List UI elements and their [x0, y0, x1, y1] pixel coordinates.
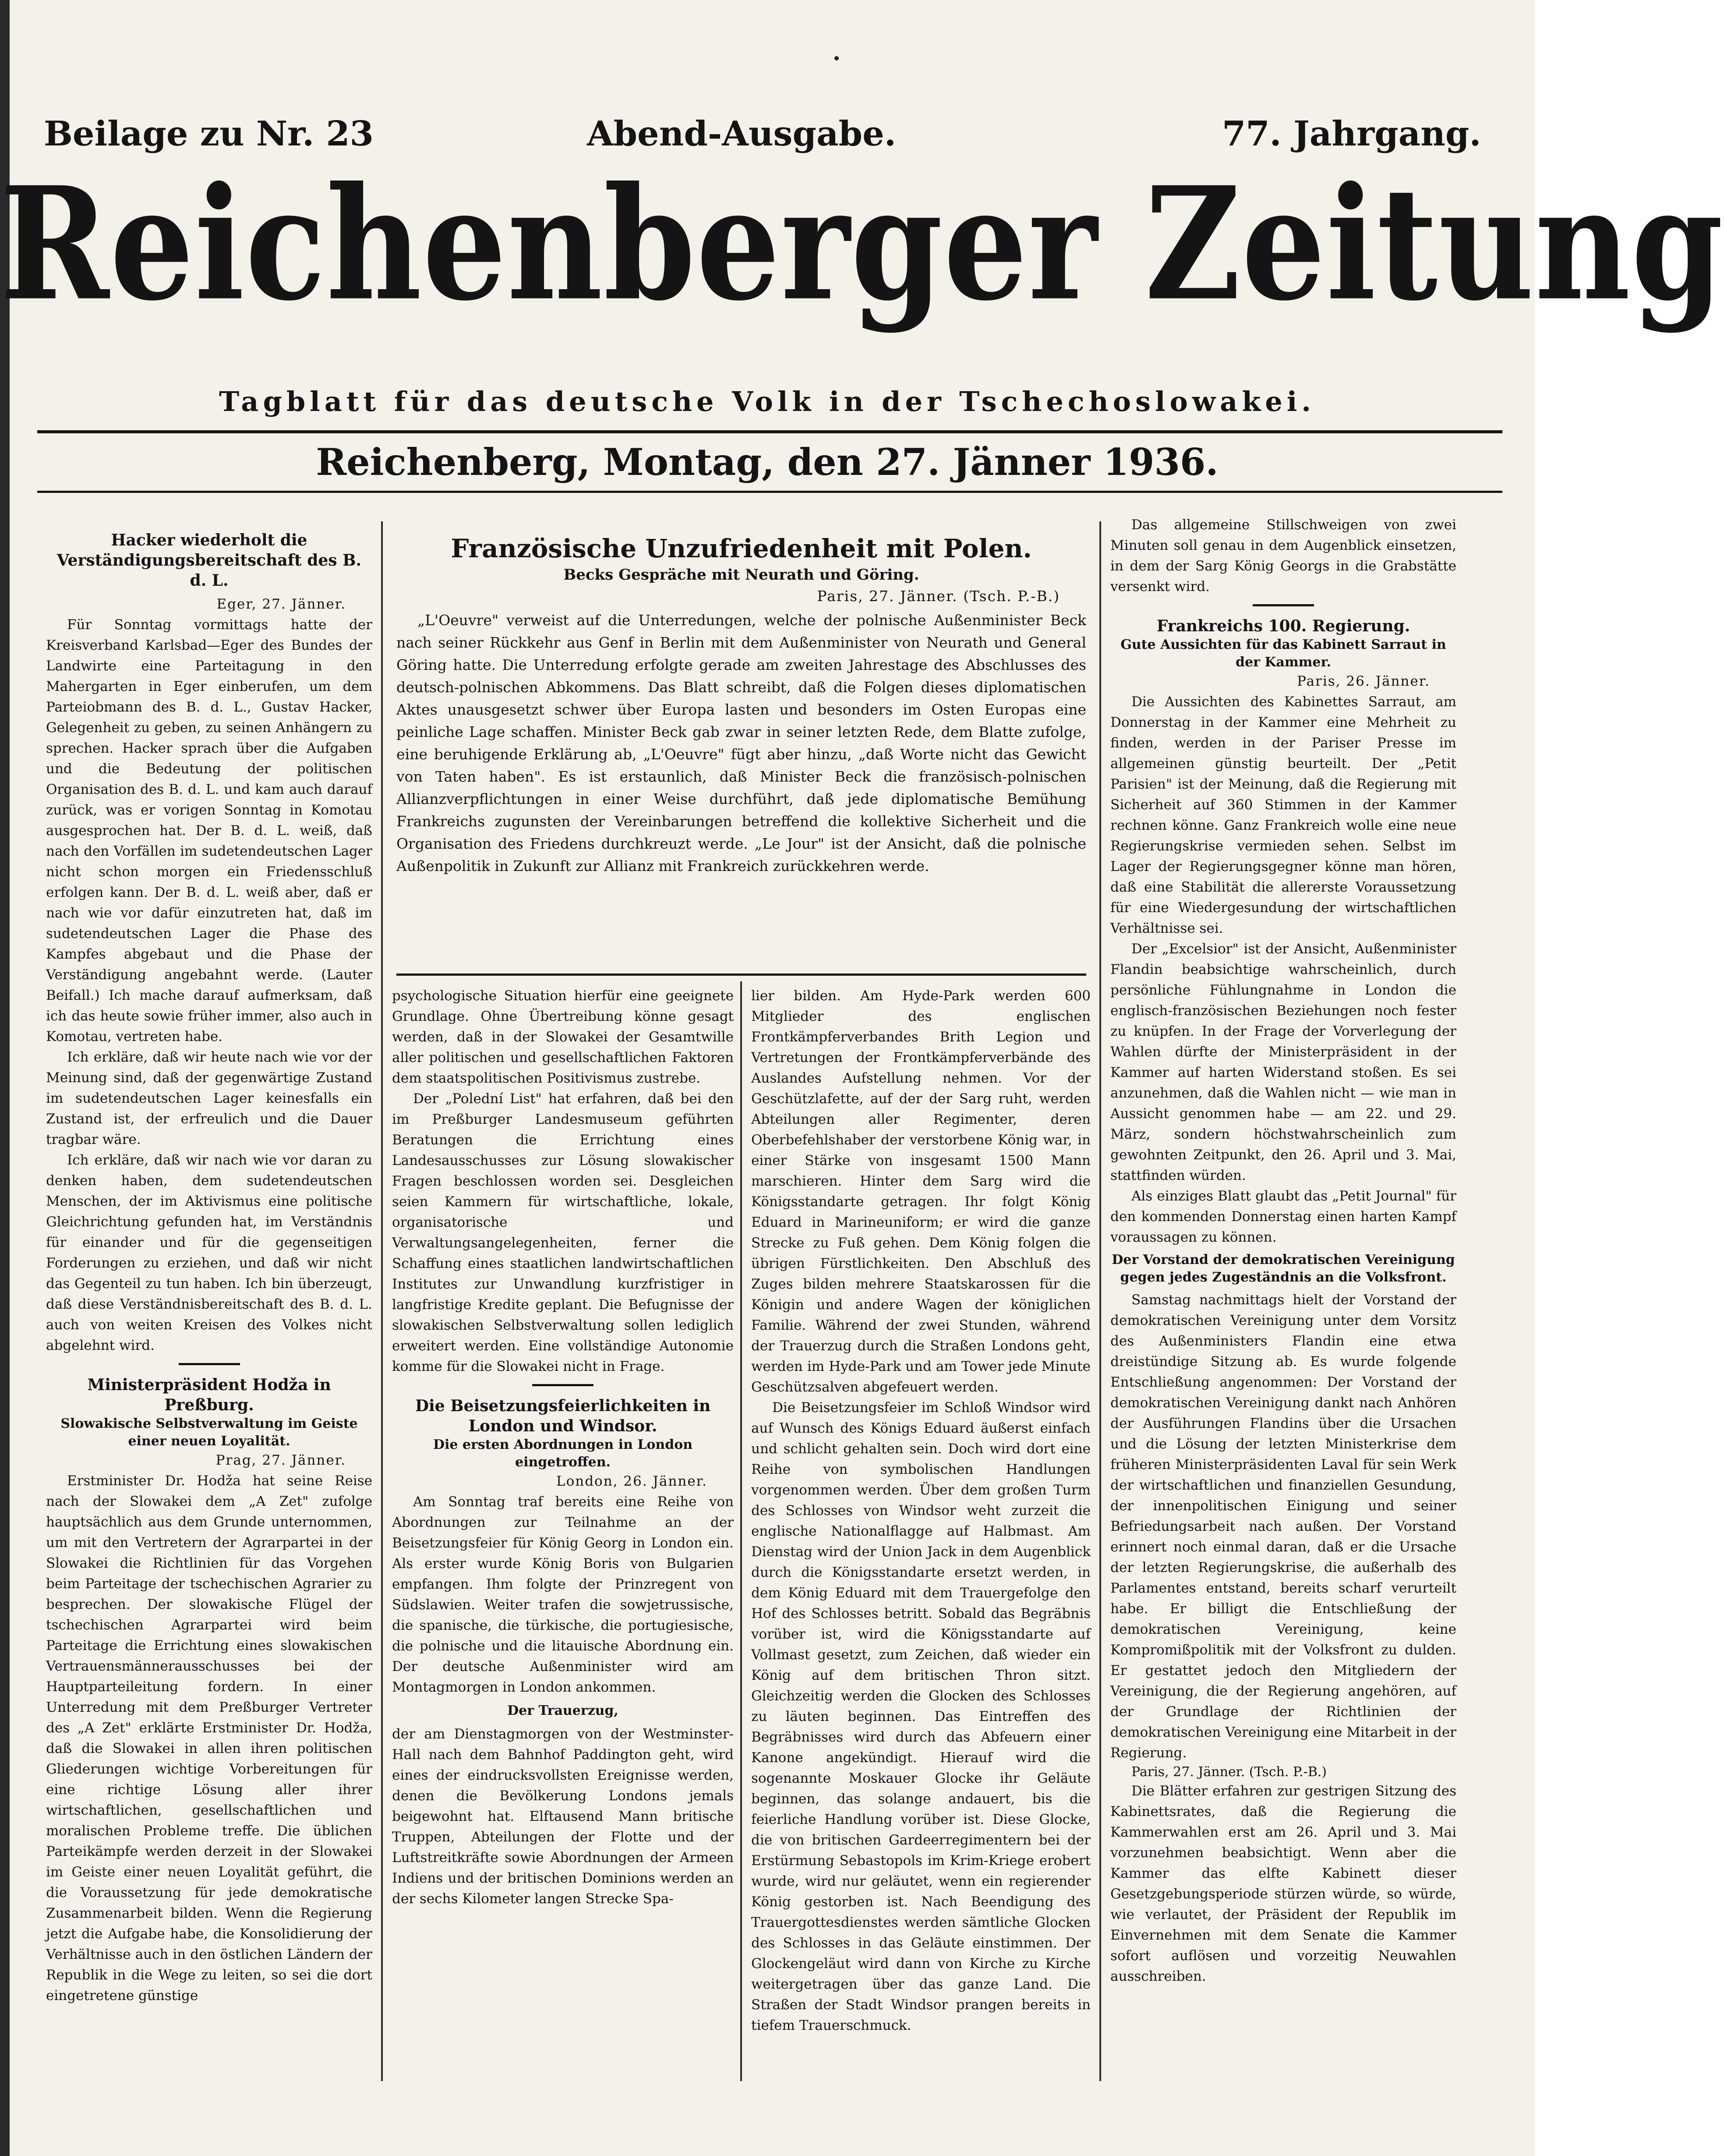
article-paragraph: Samstag nachmittags hielt der Vorstand der demokratischen Vereinigung unter dem Vorsitz des Außenministers Flandin eine etwa dreistündige Sitzung ab. Es wurde folgende Entschließung angenommen: Der Vorstand der demokratischen Vereinigung dankt nach Anhören der Ausführungen Flandins über die Ursachen und die Lösung der letzten Ministerkrise dem früheren Ministerpräsidenten Laval für sein Werk der wirtschaftlichen und finanziellen Gesundung, der innenpolitischen Einigung und seiner Befriedungsarbeit nach außen. Der Vorstand erinnert noch einmal daran, daß er die Ursache der letzten Regierungskrise, die außerhalb des Parlamentes entstand, bereits scharf verurteilt habe. Er billigt die Entschließung der demokratischen Vereinigung, keine Kompromißpolitik mit der Volksfront zu dulden. Er gestattet jedoch den Mitgliedern der Vereinigung, die der Regierung angehören, auf der Grundlage der Richtlinien der demokratischen Vereinigung eine Mitarbeit in der Regierung.	[1110, 1292, 1456, 1761]
lead-place: Paris, 27. Jänner. (Tsch. P.-B.)	[817, 588, 1060, 605]
separator	[532, 1384, 594, 1386]
column-divider	[1099, 521, 1101, 2081]
volume-label: 77. Jahrgang.	[1222, 114, 1481, 154]
article-paragraph: der am Dienstagmorgen von der Westminster-Hall nach dem Bahnhof Paddington geht, wird eines der eindrucksvollsten Ereignisse werden, denen die Bevölkerung Londons jemals beigewohnt hat. Elftausend Mann britische Truppen, Abteilungen der Flotte und der Luftstreitkräfte sowie Abordnungen der Armeen Indiens und der britischen Dominions werden an der sechs Kilometer langen Strecke Spa-	[392, 1726, 734, 1907]
column-3	[751, 986, 1091, 2081]
article-place: Paris, 27. Jänner. (Tsch. P.-B.)	[1131, 1764, 1327, 1780]
header-rule-top	[37, 430, 1502, 433]
lead-article-rule	[396, 974, 1086, 976]
article-subheadline: Slowakische Selbstverwaltung im Geiste einer neuen Loyalität.	[60, 1416, 358, 1449]
article-paragraph: Der „Excelsior" ist der Ansicht, Außenminister Flandin beabsichtige wahrscheinlich, durch persönliche Fühlungnahme in London die englisch-französischen Beziehungen noch fester zu knüpfen. In der Frage der Vorverlegung der Wahlen dürfte der Ministerpräsident in der Kammer auf harten Widerstand stoßen. Es sei anzunehmen, daß die Wahlen nicht — wie man in Aussicht genommen habe — am 22. und 29. März, sondern höchstwahrscheinlich zum gewohnten Zeitpunkt, den 26. April und 3. Mai, stattfinden würden.	[1110, 941, 1456, 1183]
article-paragraph: Erstminister Dr. Hodža hat seine Reise nach der Slowakei dem „A Zet" zufolge hauptsächlich aus dem Grunde unternommen, um mit den Vertretern der Agrarpartei in der Slowakei die Richtlinien für das Vorgehen beim Parteitage der tschechischen Agrarier zu besprechen. Der slowakische Flügel der tschechischen Agrarpartei wird beim Parteitage die Errichtung eines slowakischen Vertrauensmännerausschusses bei der Hauptparteileitung fordern. In einer Unterredung mit dem Preßburger Vertreter des „A Zet" erklärte Erstminister Dr. Hodža, daß die Slowakei in allen ihren politischen Gliederungen wichtige Vorbereitungen für eine richtige Lösung aller ihrer wirtschaftlichen, gesellschaftlichen und moralischen Probleme treffe. Die üblichen Parteikämpfe werden derzeit in der Slowakei im Geiste einer neuen Loyalität geführt, die die Voraussetzung für jede demokratische Zusammenarbeit bilden. Wenn die Regierung jetzt die Aufgabe habe, die Konsolidierung der Verhältnisse auch in den östlichen Ländern der Republik in die Wege zu leiten, so sei die dort eingetretene günstige	[46, 1473, 372, 2004]
article-paragraph: Als einziges Blatt glaubt das „Petit Journal" für den kommenden Donnerstag einen harten Kampf voraussagen zu können.	[1110, 1188, 1456, 1245]
article-paragraph: Der „Polední List" hat erfahren, daß bei den im Preßburger Landesmuseum geführten Beratungen die Errichtung eines Landesausschusses zur Lösung slowakischer Fragen beschlossen worden sei. Desgleichen seien Kammern für wirtschaftliche, lokale, organisatorische und Verwaltungsangelegenheiten, ferner die Schaffung eines staatlichen landwirtschaftlichen Institutes zur Unwandlung kurzfristiger in langfristige Kredite geplant. Die Befugnisse der slowakischen Selbstverwaltung sollen lediglich erweitert werden. Eine vollständige Autonomie komme für die Slowakei nicht in Frage.	[392, 1091, 734, 1374]
column-1	[46, 530, 372, 2081]
separator	[1253, 604, 1314, 606]
article-subheadline: Die ersten Abordnungen in London eingetroffen.	[433, 1437, 693, 1470]
column-2	[392, 986, 734, 2081]
separator	[179, 1363, 240, 1365]
lead-paragraph: „L'Oeuvre" verweist auf die Unterredungen, welche der polnische Außenminister Beck nach seiner Rückkehr aus Genf in Berlin mit dem Außenminister von Neurath und General Göring hatte. Die Unterredung erfolgte gerade am zweiten Jahrestage des Abschlusses des deutsch-polnischen Abkommens. Das Blatt schreibt, daß die Folgen dieses diplomatischen Aktes unausgesetzt schwer über Europa lasten und besonders im Osten Europas eine peinliche Lage schaffen. Minister Beck gab zwar in seiner letzten Rede, dem Blatte zufolge, eine beruhigende Erklärung ab, „L'Oeuvre" fügt aber hinzu, „daß Worte nicht das Gewicht von Taten haben". Es ist erstaunlich, daß Minister Beck die französisch-polnischen Allianzverpflichtungen in einer Weise durchführt, daß jede diplomatische Bemühung Frankreichs zugunsten der Vereinbarungen betreffend die kollektive Sicherheit und die Organisation des Friedens durchkreuzt werde. „Le Jour" ist der Ansicht, daß die polnische Außenpolitik in Zukunft zur Allianz mit Frankreich zurückkehren werde.	[396, 612, 1086, 874]
article-place: Paris, 26. Jänner.	[1297, 673, 1430, 689]
article-headline: Hacker wiederholt die Verständigungsbereitschaft des B. d. L.	[57, 531, 362, 590]
article-paragraph: Die Beisetzungsfeier im Schloß Windsor wird auf Wunsch des Königs Eduard äußerst einfach und schlicht gehalten sein. Doch wird dort eine Reihe von symbolischen Handlungen vorgenommen werden. Über dem großen Turm des Schlosses von Windsor weht zurzeit die englische Nationalflagge auf Halbmast. Am Dienstag wird der Union Jack in dem Augenblick durch die Königsstandarte ersetzt werden, in dem König Eduard mit dem Trauergefolge den Hof des Schlosses betritt. Sobald das Begräbnis vorüber ist, wird die Königsstandarte auf Vollmast gesetzt, zum Zeichen, daß wieder ein König auf dem britischen Thron sitzt. Gleichzeitig werden die Glocken des Schlosses zu läuten beginnen. Das Eintreffen des Begräbnisses wird durch das Abfeuern einer Kanone angekündigt. Hierauf wird die sogenannte Moskauer Glocke ihr Geläute beginnen, das solange andauert, bis die feierliche Handlung vorüber ist. Diese Glocke, die von britischen Gardeerregimentern bei der Erstürmung Sebastopols im Krim-Kriege erobert wurde, wird nur geläutet, wenn ein regierender König gestorben ist. Nach Beendigung des Trauergottesdienstes werden sämtliche Glocken des Schlosses in das Geläute einstimmen. Der Glockengeläut wird dann von Kirche zu Kirche weitergetragen über das ganze Land. Die Straßen der Stadt Windsor prangen bereits in tiefem Trauerschmuck.	[751, 1400, 1091, 2033]
lead-headline: Französische Unzufriedenheit mit Polen.	[451, 534, 1032, 563]
article-subheadline: Gute Aussichten für das Kabinett Sarraut in der Kammer.	[1120, 637, 1446, 670]
article-headline: Der Vorstand der demokratischen Vereinigung gegen jedes Zugeständnis an die Volksfront.	[1112, 1252, 1455, 1285]
article-place: London, 26. Jänner.	[556, 1473, 707, 1489]
article-headline: Frankreichs 100. Regierung.	[1156, 617, 1410, 635]
article-place: Eger, 27. Jänner.	[216, 596, 346, 612]
lead-subheadline: Becks Gespräche mit Neurath und Göring.	[563, 566, 919, 584]
header-rule-bottom	[37, 491, 1502, 493]
article-place: Prag, 27. Jänner.	[216, 1452, 346, 1468]
section-heading: Der Trauerzug,	[507, 1703, 618, 1718]
article-paragraph: Ich erkläre, daß wir heute nach wie vor der Meinung sind, daß der gegenwärtige Zustand im sudetendeutschen Lager keinesfalls ein Zustand ist, der erfreulich und die Dauer tragbar wäre.	[46, 1049, 372, 1147]
dateline: Reichenberg, Montag, den 27. Jänner 1936.	[316, 440, 1219, 484]
column-divider	[740, 981, 742, 2081]
article-paragraph: lier bilden. Am Hyde-Park werden 600 Mitglieder des englischen Frontkämpferverbandes Brith Legion und Vertretungen der Frontkämpferverbände des Auslandes Aufstellung nehmen. Vor der Geschützlafette, auf der der Sarg ruht, werden Abteilungen aller Regimenter, deren Oberbefehlshaber der verstorbene König war, in einer Stärke von insgesamt 1500 Mann marschieren. Hinter dem Sarg wird die Königsstandarte getragen. Ihr folgt König Eduard in Marineuniform; er wird die ganze Strecke zu Fuß gehen. Dem König folgen die übrigen Fürstlichkeiten. Den Abschluß des Zuges bilden mehrere Staatskarossen für die Königin und andere Wagen der königlichen Familie. Während der zwei Stunden, während der Trauerzug durch die Straßen Londons geht, werden im Hyde-Park und am Tower jede Minute Geschützsalven abgefeuert werden.	[751, 988, 1091, 1395]
article-paragraph: Für Sonntag vormittags hatte der Kreisverband Karlsbad—Eger des Bundes der Landwirte eine Parteitagung in den Mahergarten in Eger einberufen, um dem Parteiobmann des B. d. L., Gustav Hacker, Gelegenheit zu geben, zu seinen Anhängern zu sprechen. Hacker sprach über die Aufgaben und die Bedeutung der politischen Organisation des B. d. L. und kam auch darauf zurück, was er vorigen Sonntag in Komotau ausgesprochen hat. Der B. d. L. weiß, daß nach den Vorfällen im sudetendeutschen Lager nicht schon morgen ein Friedensschluß erfolgen kann. Der B. d. L. weiß aber, daß er nach wie vor dafür einzutreten hat, daß im sudetendeutschen Lager die Phase des Kampfes abgebaut und die Phase der Verständigung angebahnt werde. (Lauter Beifall.) Ich mache darauf aufmerksam, daß ich das heute sowie früher immer, also auch in Komotau, vertreten habe.	[46, 617, 372, 1044]
lead-article	[396, 532, 1086, 970]
article-paragraph: Das allgemeine Stillschweigen von zwei Minuten soll genau in dem Augenblick einsetzen, in dem der Sarg König Georgs in die Grabstätte versenkt wird.	[1110, 517, 1456, 595]
article-paragraph: Die Aussichten des Kabinettes Sarraut, am Donnerstag in der Kammer eine Mehrheit zu finden, werden in der Pariser Presse im allgemeinen günstig beurteilt. Der „Petit Parisien" ist der Meinung, daß die Regierung mit Sicherheit auf 360 Stimmen in der Kammer rechnen könne. Ganz Frankreich wolle eine neue Regierungskrise vermieden sehen. Selbst im Lager der Regierungsgegner könne man hören, daß eine Stabilität die allererste Voraussetzung für eine Wiedergesundung der wirtschaftlichen Verhältnisse sei.	[1110, 694, 1456, 936]
column-4	[1110, 515, 1456, 2081]
newspaper-title: Reichenberger Zeitung	[0, 152, 1724, 335]
supplement-label: Beilage zu Nr. 23	[44, 114, 374, 154]
article-paragraph: Ich erkläre, daß wir nach wie vor daran zu denken haben, dem sudetendeutschen Menschen, der im Aktivismus eine politische Gleichrichtung gefunden hat, im Verständnis für einander und für die gegenseitigen Forderungen zu erziehen, und daß wir nicht das Gegenteil zu tun haben. Ich bin überzeugt, daß diese Verständnisbereitschaft des B. d. L. auch von weiten Kreisen des Volkes nicht abgelehnt wird.	[46, 1152, 372, 1353]
article-paragraph: Am Sonntag traf bereits eine Reihe von Abordnungen zur Teilnahme an der Beisetzungsfeier für König Georg in London ein. Als erster wurde König Boris von Bulgarien empfangen. Ihm folgte der Prinzregent von Südslawien. Weiter trafen die sowjetrussische, die spanische, die türkische, die portugiesische, die polnische und die litauische Abordnung ein. Der deutsche Außenminister wird am Montagmorgen in London ankommen.	[392, 1494, 734, 1695]
ink-speck	[834, 56, 839, 60]
tagline: Tagblatt für das deutsche Volk in der Tschechoslowakei.	[219, 386, 1315, 418]
article-headline: Die Beisetzungsfeierlichkeiten in London und Windsor.	[415, 1397, 711, 1435]
column-divider	[381, 521, 383, 2081]
edition-label: Abend-Ausgabe.	[587, 114, 896, 154]
article-headline: Ministerpräsident Hodža in Preßburg.	[87, 1376, 331, 1414]
article-paragraph: psychologische Situation hierfür eine geeignete Grundlage. Ohne Übertreibung könne gesagt werden, daß in der Slowakei der Gesamtwille aller politischen und gesellschaftlichen Faktoren dem staatspolitischen Positivismus zustrebe.	[392, 988, 734, 1086]
article-paragraph: Die Blätter erfahren zur gestrigen Sitzung des Kabinettsrates, daß die Regierung die Kammerwahlen erst am 26. April und 3. Mai vorzunehmen beabsichtigt. Wenn aber die Kammer das elfte Kabinett dieser Gesetzgebungsperiode stürzen würde, so würde, wie verlautet, der Präsident der Republik im Einvernehmen mit dem Senate die Kammer sofort auflösen und vorzeitig Neuwahlen ausschreiben.	[1110, 1783, 1456, 1984]
